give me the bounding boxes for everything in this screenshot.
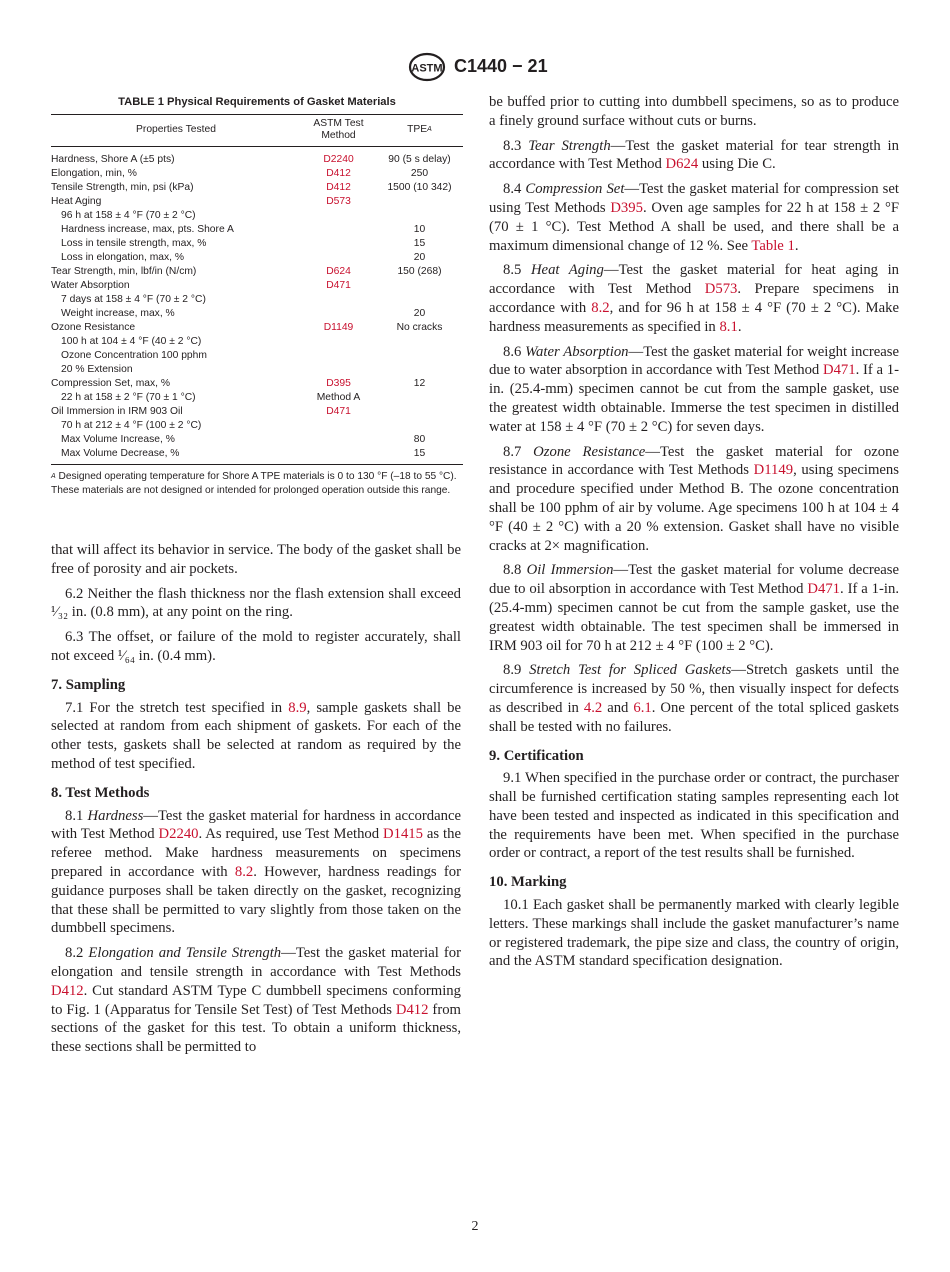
text: , and for 96 h at 158 ± 4 °F (70 ± 2 °C). Make hardness measurements as specified in [489, 299, 899, 335]
cell-tpe [376, 405, 463, 419]
cell-method [301, 223, 376, 237]
link-8-9[interactable]: 8.9 [288, 699, 307, 716]
text: 7.1 For the stretch test specified in [65, 699, 289, 716]
table-row [51, 209, 463, 223]
text: , sample gaskets shall be selected at random from each shipment of gaskets. For each of the other tests, gaskets shall be selected at random as required by the method of test specified. [51, 699, 461, 772]
paragraph-8-6 [489, 343, 899, 437]
table-row [51, 391, 463, 405]
cell-tpe [376, 195, 463, 209]
astm-logo-icon [407, 52, 447, 82]
paragraph-8-2-continued: be buffed prior to cutting into dumbbell specimens, so as to produce a finely ground surface without cuts or burns. [489, 94, 899, 129]
tpe-footnote-marker[interactable]: A [427, 126, 432, 133]
table-row [51, 279, 463, 293]
text: 8.1 [65, 807, 88, 824]
text: —Test the gasket material for hardness in accordance with Test Method [51, 807, 461, 843]
table-body [51, 147, 463, 465]
text: . As required, use Test Method [198, 826, 384, 843]
cell-tpe: 90 (5 s delay) [388, 154, 451, 165]
requirements-table [51, 114, 463, 465]
paragraph-9-1: 9.1 When specified in the purchase order or contract, the purchaser shall be furnished certification stating samples representing each lot have been tested and inspected as indicated in this specification and the requirements have been met. When specified in the purchase order or contract, a report of the test results shall be furnished. [489, 770, 899, 862]
cell-property: 20 % Extension [61, 364, 133, 375]
link-d573[interactable]: D573 [704, 281, 738, 298]
section-10-heading: 10. Marking [489, 874, 567, 891]
text: from sections of the gasket for this test. To obtain a uniform thickness, these sections shall be permitted to [51, 1001, 461, 1056]
cell-property: 7 days at 158 ± 4 °F (70 ± 2 °C) [61, 294, 206, 305]
subsection-title: Tear Strength [528, 137, 611, 154]
cell-property: Hardness increase, max, pts. Shore A [61, 224, 234, 235]
table-row [51, 147, 463, 168]
paragraph-6-3: 6.3 The offset, or failure of the mold to register accurately, shall not exceed ¹⁄₆₄ in. (0.4 mm). [51, 629, 461, 664]
text: —Test the gasket material for elongation and tensile strength in accordance with Test Methods [51, 945, 461, 980]
right-column [489, 93, 899, 977]
cell-property: Tensile Strength, min, psi (kPa) [51, 182, 194, 193]
table-row [51, 335, 463, 349]
paragraph-8-1 [51, 807, 461, 939]
text: and [602, 699, 634, 716]
table-row [51, 251, 463, 265]
text: 8.5 [503, 262, 531, 279]
cell-tpe: No cracks [396, 322, 443, 333]
link-d471[interactable]: D471 [822, 362, 856, 379]
subsection-title: Heat Aging [530, 262, 604, 279]
text: . However, hardness readings for guidance purposes shall be taken directly on the gasket, recognizing that these shall be permitted to vary slightly from those taken on the dumbbell specimens. [51, 863, 461, 937]
link-4-2[interactable]: 4.2 [583, 699, 603, 716]
cell-tpe: 15 [413, 238, 426, 249]
cell-method [301, 307, 376, 321]
cell-property: Max Volume Decrease, % [61, 448, 180, 459]
table-row [51, 265, 463, 279]
link-d395[interactable]: D395 [610, 199, 643, 216]
table-row [51, 195, 463, 209]
cell-method [301, 349, 376, 363]
section-9-heading: 9. Certification [489, 747, 584, 764]
cell-property: Compression Set, max, % [51, 378, 171, 389]
link-d412[interactable]: D412 [51, 982, 84, 999]
tpe-label: TPE [407, 124, 428, 135]
cell-method[interactable]: D573 [326, 196, 351, 207]
cell-method[interactable]: D2240 [323, 154, 354, 165]
cell-tpe [376, 279, 463, 293]
col-header-tpe [376, 115, 463, 147]
text: —Test the gasket material for weight increase due to water absorption in accordance with Test Method [489, 343, 899, 379]
cell-property: 22 h at 158 ± 2 °F (70 ± 1 °C) [61, 392, 196, 403]
cell-method [301, 251, 376, 265]
cell-method [301, 433, 376, 447]
cell-tpe [376, 391, 463, 405]
text: . If a 1-in. (25.4-mm) specimen cannot be cut from the sample gasket, use the greatest width obtainable. Immerse the test specimen in distilled water at 158 ± 4 °F (70 ± 2 °C) for seven days. [489, 362, 899, 435]
cell-tpe [376, 363, 463, 377]
table-row [51, 321, 463, 335]
cell-method [301, 419, 376, 433]
section-8-heading: 8. Test Methods [51, 784, 150, 801]
text: 8.6 [503, 343, 526, 360]
link-8-2[interactable]: 8.2 [234, 863, 254, 880]
cell-tpe: 1500 (10 342) [387, 182, 452, 193]
text: . One percent of the total spliced gaskets shall be tested with no failures. [489, 699, 900, 735]
text: —Test the gasket material for volume decrease due to oil absorption in accordance with Test Method [489, 562, 900, 598]
text: . [794, 237, 799, 254]
link-6-1[interactable]: 6.1 [633, 699, 652, 716]
cell-method[interactable]: D1149 [323, 322, 354, 333]
col-header-properties: Properties Tested [51, 115, 301, 147]
paragraph-8-4 [489, 180, 899, 255]
cell-method[interactable]: D412 [326, 168, 351, 179]
cell-property: 100 h at 104 ± 4 °F (40 ± 2 °C) [61, 336, 202, 347]
table-row [51, 167, 463, 181]
paragraph-8-3 [489, 137, 899, 175]
page-number: 2 [471, 1219, 479, 1234]
subsection-title: Compression Set [525, 181, 625, 198]
paragraph-6-2: 6.2 Neither the flash thickness nor the flash extension shall exceed ¹⁄₃₂ in. (0.8 mm), at any point on the ring. [51, 585, 461, 621]
link-d412[interactable]: D412 [395, 1001, 429, 1018]
paragraph-8-7 [489, 443, 899, 556]
footnote-marker: A [51, 473, 56, 480]
link-d1149[interactable]: D1149 [753, 462, 794, 479]
subsection-title: Ozone Resistance [533, 443, 646, 460]
paragraph-10-1: 10.1 Each gasket shall be permanently marked with clearly legible letters. These markings shall include the gasket manufacturer’s name or registered trademark, the pipe size and class, the country of origin, and the ASTM standard specification designation. [489, 897, 899, 970]
cell-property: Weight increase, max, % [61, 308, 175, 319]
table-footnote [51, 470, 463, 498]
cell-property: Loss in tensile strength, max, % [61, 238, 207, 249]
subsection-title: Elongation and Tensile Strength [88, 945, 282, 962]
cell-property: Oil Immersion in IRM 903 Oil [51, 406, 183, 417]
cell-tpe [376, 293, 463, 307]
cell-property: Elongation, min, % [51, 168, 137, 179]
text: . Oven age samples for 22 h at 158 ± 2 °F (70 ± 1 °C). Test Method A shall be used, and there shall be a maximum dimensional change of 12 %. See [489, 199, 899, 254]
text: —Stretch gaskets until the circumference is increased by 50 %, then visually inspect for defects as described in [489, 662, 900, 716]
cell-method[interactable]: D624 [326, 266, 351, 277]
cell-tpe: 250 [410, 168, 429, 179]
cell-tpe: 15 [413, 448, 426, 459]
text: 8.3 [503, 137, 529, 154]
table-1 [51, 96, 463, 498]
footnote-text: Designed operating temperature for Shore A TPE materials is 0 to 130 °F (–18 to 55 °C). These materials are not designed or intended for prolonged operation outside this range. [51, 471, 457, 496]
subsection-title: Oil Immersion [526, 562, 614, 579]
cell-tpe: 150 (268) [397, 266, 442, 277]
cell-tpe: 20 [413, 308, 426, 319]
subsection-title: Hardness [87, 807, 144, 824]
subsection-title: Water Absorption [525, 343, 629, 360]
cell-property: 96 h at 158 ± 4 °F (70 ± 2 °C) [61, 210, 196, 221]
text: 8.4 [503, 181, 526, 198]
link-d624[interactable]: D624 [665, 156, 699, 173]
cell-tpe: 10 [413, 224, 426, 235]
left-column [51, 541, 461, 1063]
cell-property: Max Volume Increase, % [61, 434, 175, 445]
text: —Test the gasket material for ozone resistance in accordance with Test Methods [489, 443, 899, 479]
cell-property: Ozone Resistance [51, 322, 136, 333]
text: 8.7 [503, 443, 534, 460]
col-header-method: ASTM Test Method [301, 115, 376, 147]
table-row [51, 419, 463, 433]
page-header [0, 50, 950, 86]
text: using Die C. [698, 156, 776, 173]
cell-tpe: 12 [413, 378, 426, 389]
cell-property: Tear Strength, min, lbf/in (N/cm) [51, 266, 197, 277]
table-title: TABLE 1 Physical Requirements of Gasket Materials [118, 96, 396, 108]
paragraph-7-1 [51, 699, 461, 774]
table-row [51, 181, 463, 195]
cell-method [301, 335, 376, 349]
text: . If a 1-in. (25.4-mm) specimen cannot be cut from the sample gasket, use the greatest width obtainable. The test specimen shall be immersed in IRM 903 oil for 70 h at 212 ± 4 °F (100 ± 2 °C). [489, 581, 899, 654]
cell-method [301, 293, 376, 307]
text: —Test the gasket material for tear strength in accordance with Test Method [489, 137, 899, 173]
table-row [51, 433, 463, 447]
paragraph-8-9 [489, 661, 899, 736]
table-row [51, 307, 463, 321]
logo-text: ASTM [411, 62, 443, 75]
table-row [51, 349, 463, 363]
cell-tpe [376, 209, 463, 223]
cell-method [301, 447, 376, 465]
text: 8.9 [503, 662, 530, 679]
cell-method [301, 363, 376, 377]
link-d2240[interactable]: D2240 [158, 826, 199, 843]
cell-method: Method A [316, 392, 361, 403]
text: . Prepare specimens in accordance with [489, 281, 899, 316]
cell-tpe [376, 349, 463, 363]
text: 8.2 [65, 945, 89, 962]
text: . Cut standard ASTM Type C dumbbell specimens conforming to Fig. 1 (Apparatus for Tensile Set Test) of Test Methods [51, 982, 461, 1018]
cell-tpe [376, 419, 463, 433]
cell-property: Hardness, Shore A (±5 pts) [51, 154, 175, 165]
subsection-title: Stretch Test for Spliced Gaskets [529, 662, 732, 679]
cell-method[interactable]: D412 [326, 182, 351, 193]
document-designation: C1440 − 21 [454, 56, 548, 76]
cell-method [301, 237, 376, 251]
cell-tpe: 80 [413, 434, 426, 445]
table-row [51, 447, 463, 465]
paragraph-8-2 [51, 944, 461, 1057]
cell-property: Heat Aging [51, 196, 102, 207]
text: . [737, 318, 742, 335]
table-header-row [51, 115, 463, 147]
text: 8.8 [503, 562, 527, 579]
table-row [51, 405, 463, 419]
link-d471[interactable]: D471 [807, 581, 841, 598]
cell-method[interactable]: D471 [326, 280, 351, 291]
paragraph-8-8 [489, 561, 899, 655]
cell-property: 70 h at 212 ± 4 °F (100 ± 2 °C) [61, 420, 202, 431]
paragraph-6-1-continued: that will affect its behavior in service. The body of the gasket shall be free of porosity and air pockets. [51, 542, 461, 577]
paragraph-8-5 [489, 261, 899, 336]
text: —Test the gasket material for heat aging in accordance with Test Method [489, 262, 900, 298]
section-7-heading: 7. Sampling [51, 676, 126, 693]
table-row [51, 363, 463, 377]
cell-property: Loss in elongation, max, % [61, 252, 185, 263]
cell-property: Water Absorption [51, 280, 130, 291]
link-8-2[interactable]: 8.2 [591, 299, 610, 316]
text: —Test the gasket material for compression set using Test Methods [489, 181, 899, 216]
cell-property: Ozone Concentration 100 pphm [61, 350, 207, 361]
cell-method[interactable]: D395 [326, 378, 351, 389]
table-row [51, 377, 463, 391]
text: as the referee method. Make hardness measurements on specimens prepared in accordance with [51, 826, 461, 880]
cell-tpe [376, 335, 463, 349]
link-d1415[interactable]: D1415 [383, 826, 423, 843]
table-row [51, 223, 463, 237]
text: , using specimens and procedure specified under Method B. The ozone concentration shall be 100 pphm of air by volume. Age specimens 100 h at 104 ± 4 °F (40 ± 2 °C) with a 20 % extension. Gasket shall have no visible cracks at 2× magnification. [489, 462, 899, 554]
cell-method [301, 209, 376, 223]
link-8-1[interactable]: 8.1 [719, 318, 738, 335]
cell-method[interactable]: D471 [326, 406, 351, 417]
table-row [51, 237, 463, 251]
link-table-1[interactable]: Table 1 [751, 237, 795, 254]
cell-tpe: 20 [413, 252, 426, 263]
table-row [51, 293, 463, 307]
